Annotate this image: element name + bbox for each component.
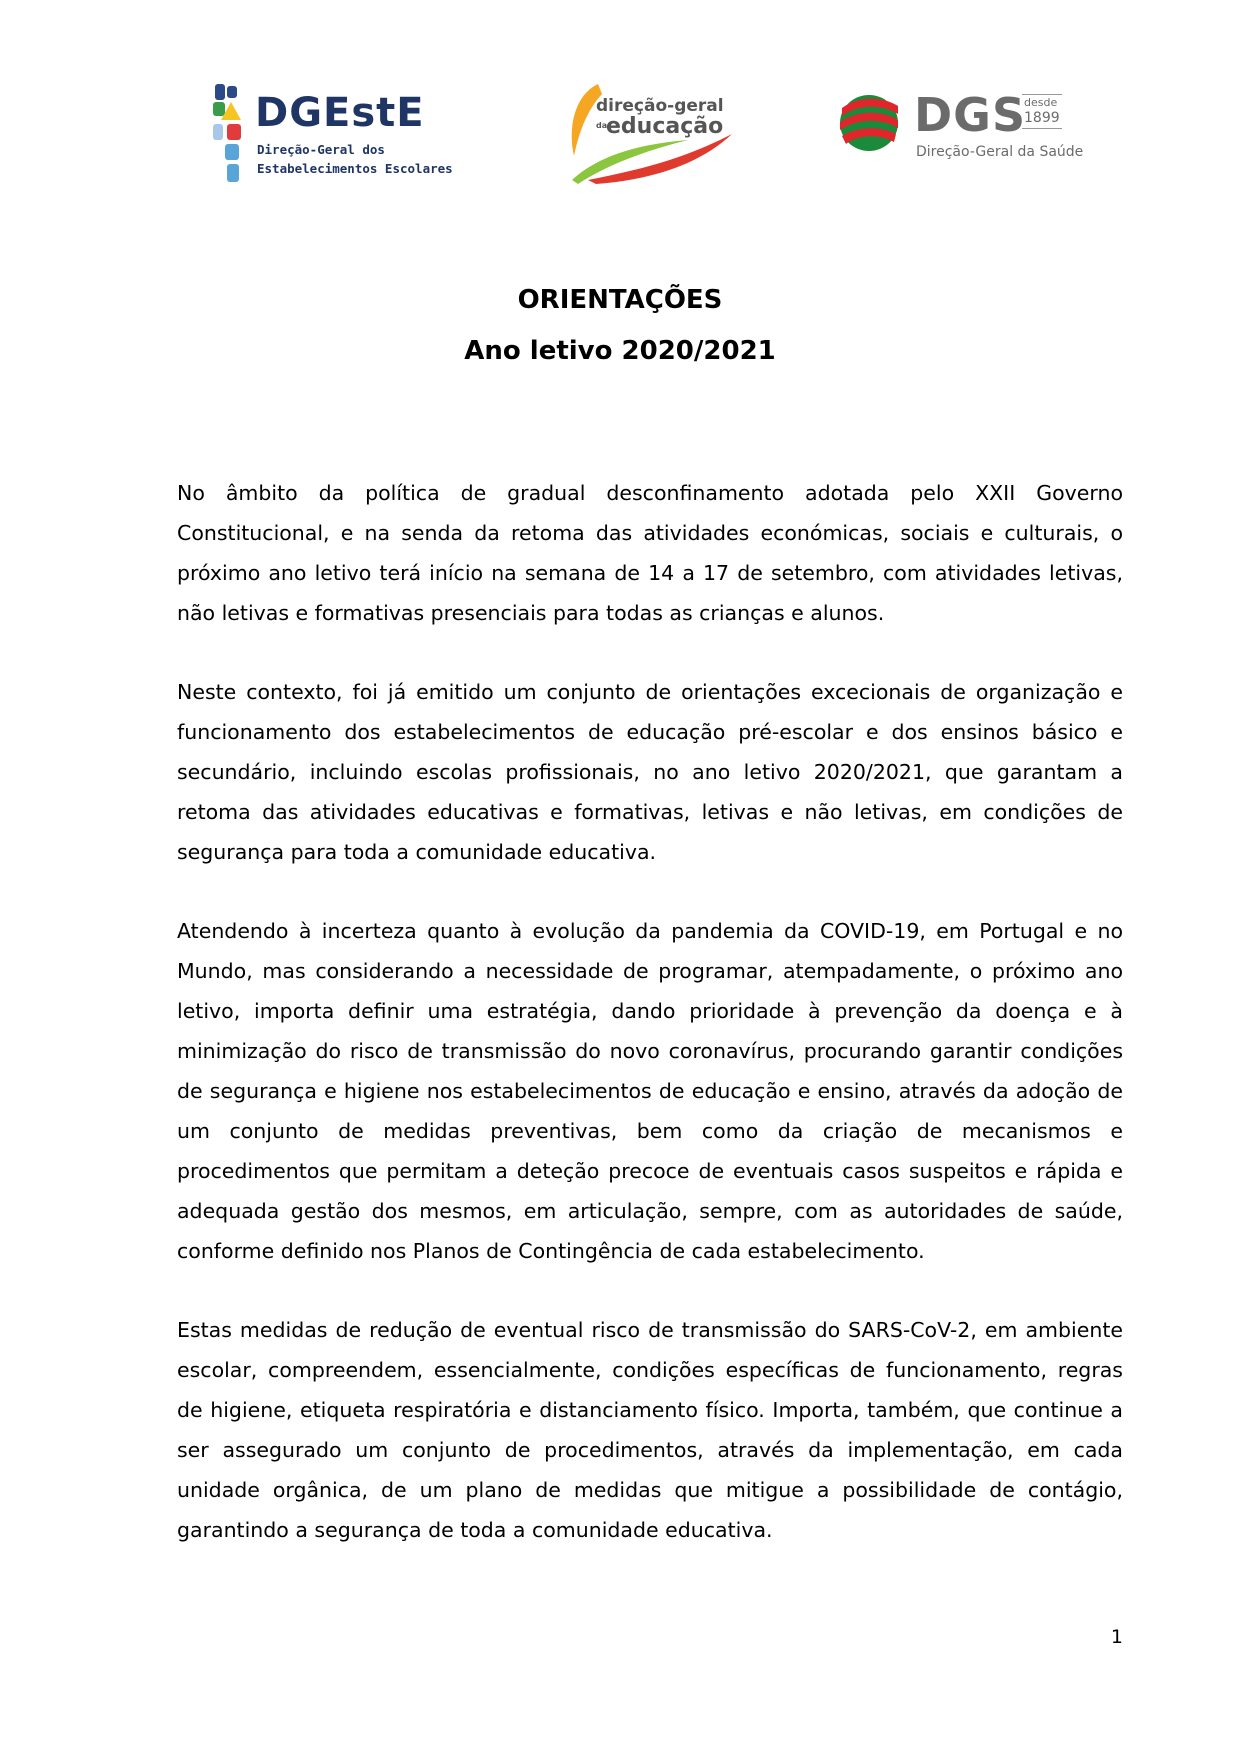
- dge-logo-line-1: direção-geral: [596, 96, 724, 116]
- dgs-logo-since-year: 1899: [1024, 110, 1060, 126]
- paragraph-3: Atendendo à incerteza quanto à evolução da pandemia da COVID-19, em Portugal e no Mundo, mas considerando a necessidade de programar, atempadamente, o próximo ano letivo, importa definir uma estratégia, dando prioridade à prevenção da doença e à minimização do risco de transmissão do novo coronavírus, procurando garantir condições de segurança e higiene nos estabelecimentos de educação e ensino, através da adoção de um conjunto de medidas preventivas, bem como da criação de mecanismos e procedimentos que permitam a deteção precoce de eventuais casos suspeitos e rápida e adequada gestão dos mesmos, em articulação, sempre, com as autoridades de saúde, conforme definido nos Planos de Contingência de cada estabelecimento.: [177, 919, 1123, 1263]
- dgeste-logo-subtitle-1: Direção-Geral dos: [257, 142, 385, 157]
- dge-logo: [568, 76, 738, 186]
- paragraph-2: Neste contexto, foi já emitido um conjunto de orientações excecionais de organização e funcionamento dos estabelecimentos de educação pré-escolar e dos ensinos básico e secundário, incluindo escolas profissionais, no ano letivo 2020/2021, que garantam a retoma das atividades educativas e formativas, letivas e não letivas, em condições de segurança para toda a comunidade educativa.: [177, 680, 1123, 864]
- dgs-logo-since-label: desde: [1024, 96, 1058, 109]
- dgs-emblem-icon: [838, 92, 900, 154]
- dgeste-logo: [205, 78, 485, 190]
- document-subtitle: Ano letivo 2020/2021: [464, 336, 776, 366]
- paragraph-1: No âmbito da política de gradual desconfinamento adotada pelo XXII Governo Constitucional, e na senda da retoma das atividades económicas, sociais e culturais, o próximo ano letivo terá início na semana de 14 a 17 de setembro, com atividades letivas, não letivas e formativas presenciais para todas as crianças e alunos.: [177, 481, 1123, 625]
- dgeste-logo-name: DGEstE: [255, 90, 425, 136]
- dge-logo-line-2: da: [596, 121, 608, 130]
- dgs-logo-rule-bottom: [1022, 128, 1062, 129]
- dgs-logo: [838, 88, 1084, 170]
- dgs-logo-subtitle: Direção-Geral da Saúde: [916, 144, 1084, 160]
- dgeste-emblem-icon: [213, 84, 249, 184]
- paragraph-4: Estas medidas de redução de eventual risco de transmissão do SARS-CoV-2, em ambiente escolar, compreendem, essencialmente, condições específicas de funcionamento, regras de higiene, etiqueta respiratória e distanciamento físico. Importa, também, que continue a ser assegurado um conjunto de procedimentos, através da implementação, em cada unidade orgânica, de um plano de medidas que mitigue a possibilidade de contágio, garantindo a segurança de toda a comunidade educativa.: [177, 1318, 1123, 1542]
- document-body: [177, 473, 1123, 1589]
- document-title: ORIENTAÇÕES: [517, 285, 723, 315]
- dge-logo-line-3: educação: [606, 114, 724, 139]
- page-number: 1: [1110, 1626, 1123, 1648]
- dgs-logo-rule-top: [1022, 94, 1062, 95]
- dgeste-logo-subtitle-2: Estabelecimentos Escolares: [257, 161, 453, 176]
- dgs-logo-name: DGS: [914, 88, 1027, 142]
